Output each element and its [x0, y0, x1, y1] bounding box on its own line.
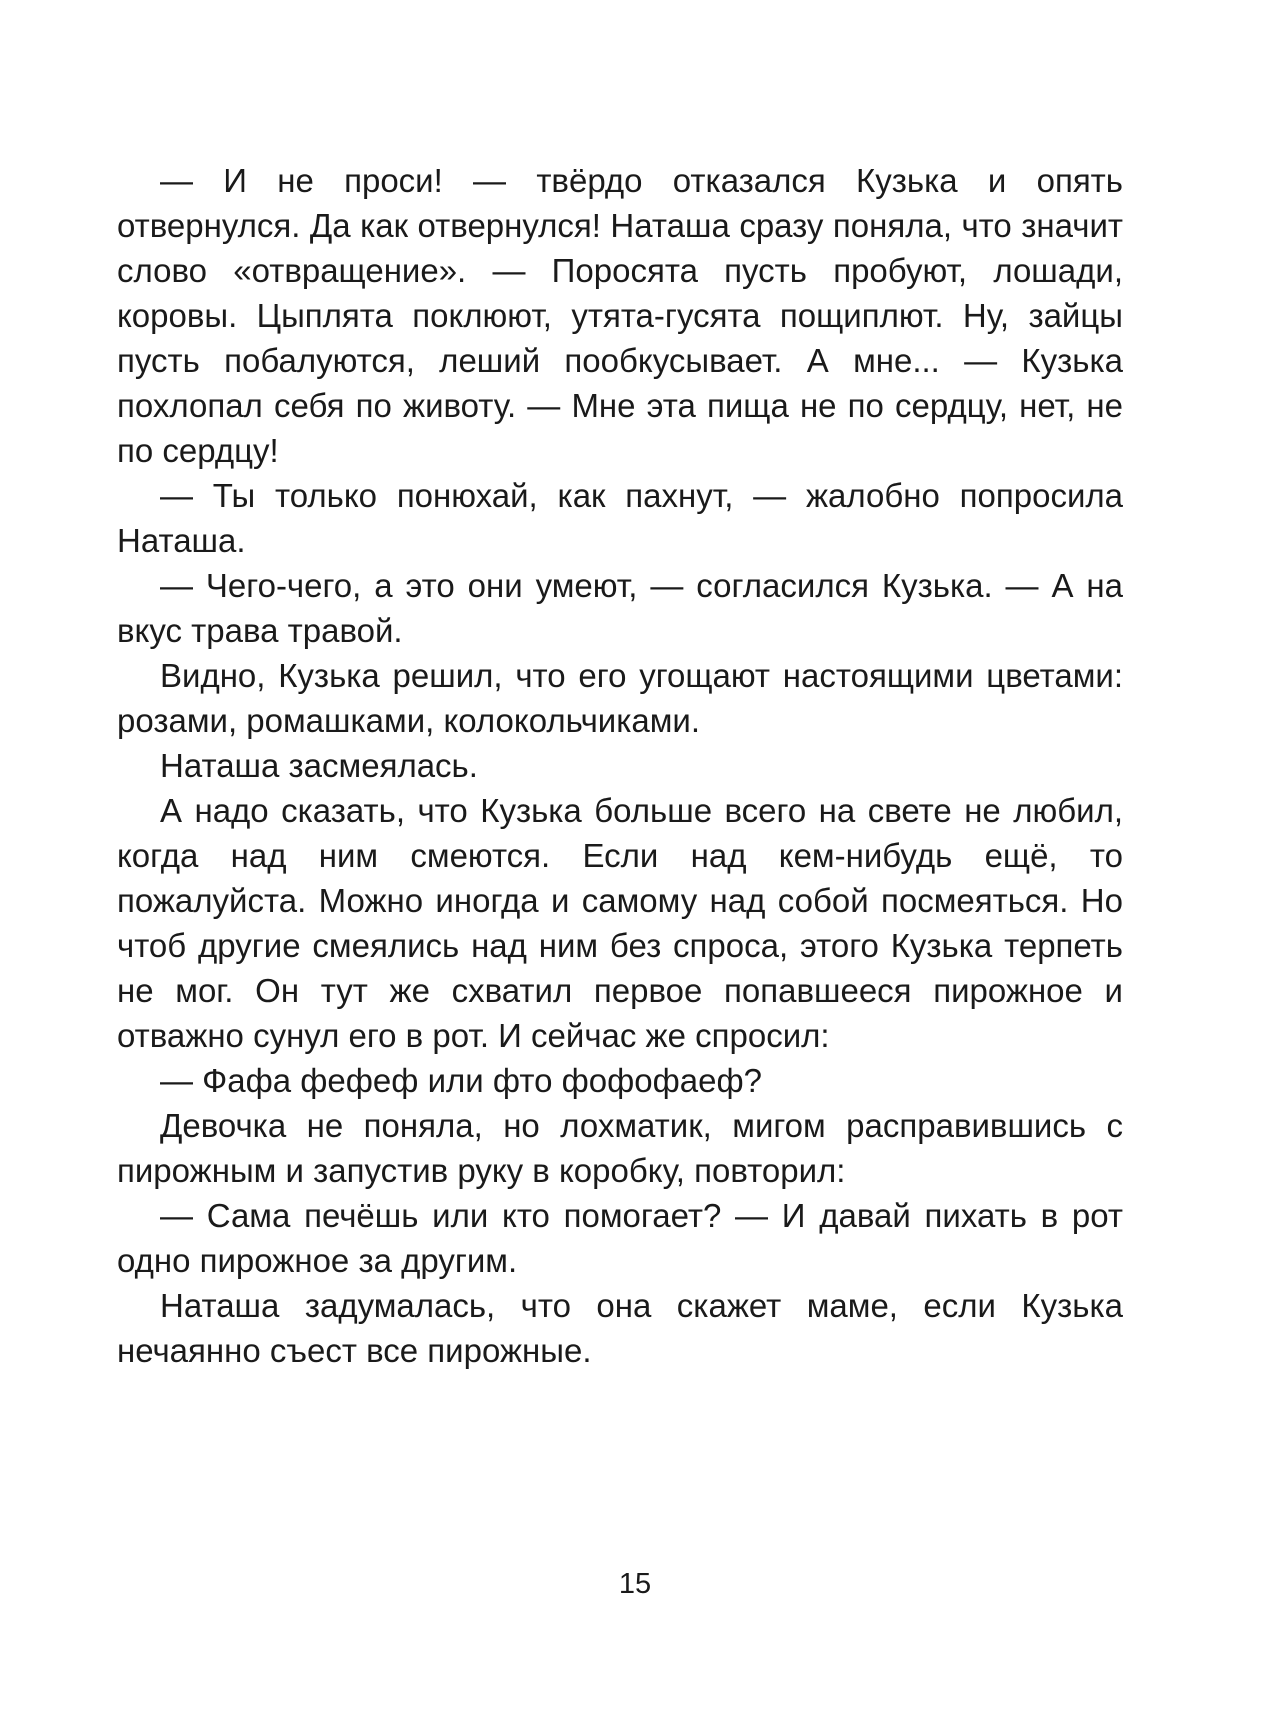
paragraph: — И не проси! — твёрдо отказался Кузька и опять отвернулся. Да как отвернулся! Наташа сразу поняла, что значит слово «отвращение». — Поросята пусть пробуют, лошади, коровы. Цыплята поклюют, утята-гусята пощиплют. Ну, зайцы пусть побалуются, леший пообкусывает. А мне... — Кузька похлопал себя по животу. — Мне эта пища не по сердцу, нет, не по сердцу!: [117, 162, 1123, 469]
page-number: 15: [618, 1568, 652, 1600]
paragraph: Девочка не поняла, но лохматик, мигом расправившись с пирожным и запустив руку в коробку, повторил:: [117, 1107, 1123, 1189]
paragraph: — Чего-чего, а это они умеют, — согласился Кузька. — А на вкус трава травой.: [117, 567, 1123, 649]
paragraph: А надо сказать, что Кузька больше всего на свете не любил, когда над ним смеются. Если над кем-нибудь ещё, то пожалуйста. Можно иногда и самому над собой посмеяться. Но чтоб другие смеялись над ним без спроса, этого Кузька терпеть не мог. Он тут же схватил первое попавшееся пирожное и отважно сунул его в рот. И сейчас же спросил:: [117, 792, 1123, 1054]
paragraph: Видно, Кузька решил, что его угощают настоящими цветами: розами, ромашками, колокольчиками.: [117, 657, 1123, 739]
paragraph: Наташа засмеялась.: [160, 747, 478, 784]
paragraph: Наташа задумалась, что она скажет маме, если Кузька нечаянно съест все пирожные.: [117, 1287, 1123, 1369]
paragraph: — Ты только понюхай, как пахнут, — жалобно попросила Наташа.: [117, 477, 1123, 559]
body-text: [117, 158, 1123, 1373]
paragraph: — Фафа фефеф или фто фофофаеф?: [160, 1062, 762, 1099]
paragraph: — Сама печёшь или кто помогает? — И давай пихать в рот одно пирожное за другим.: [117, 1197, 1123, 1279]
